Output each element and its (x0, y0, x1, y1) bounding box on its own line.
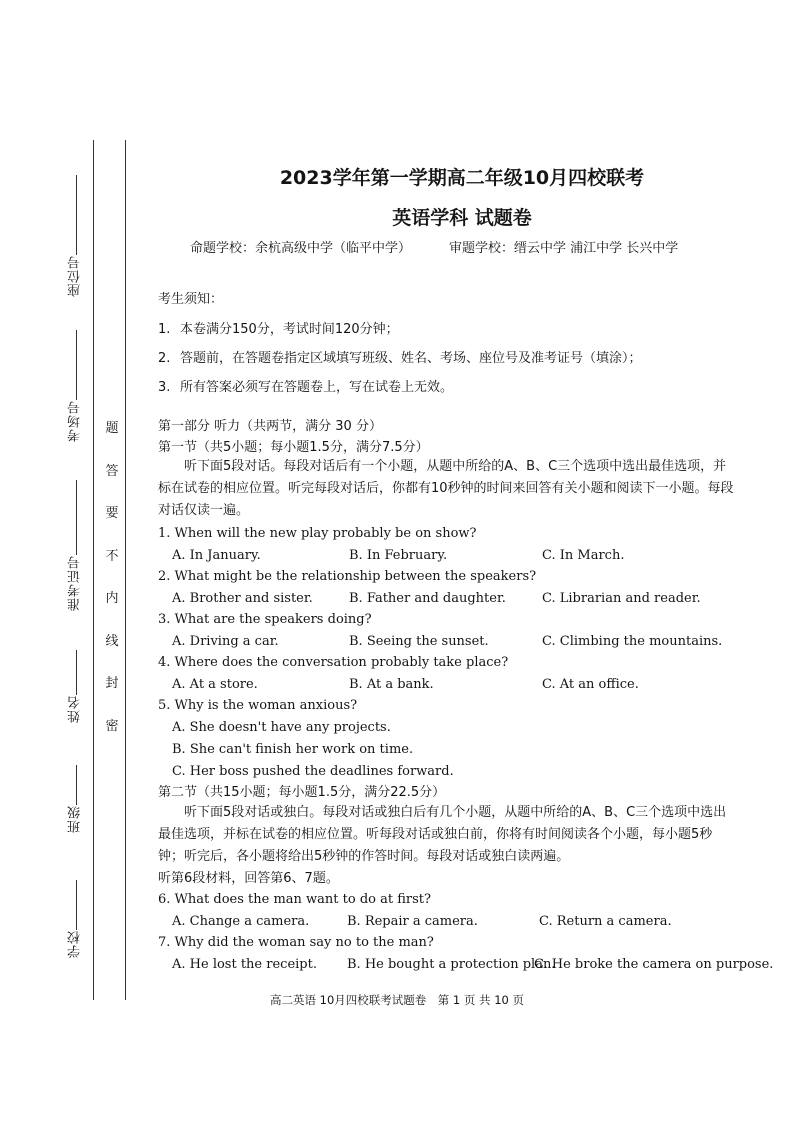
option-b: B. At a bank. (349, 677, 434, 692)
exam-room-field: 考场号 (66, 330, 86, 442)
option-c: C. Her boss pushed the deadlines forward. (172, 764, 454, 779)
exam-subtitle: 英语学科 试题卷 (392, 207, 532, 229)
section1-instructions: 听下面5段对话。每段对话后有一个小题，从题中所给的A、B、C三个选项中选出最佳选项，并标在试卷的相应位置。听完每段对话后，你都有10秒钟的时间来回答有关小题和阅读下一小题。每段对话仅读一遍。 (158, 459, 734, 518)
option-c: C. Librarian and reader. (542, 591, 701, 606)
option-b: B. He bought a protection plan. (347, 957, 556, 972)
section2-title: 第二节（共15小题；每小题1.5分，满分22.5分） (158, 785, 446, 800)
option-b: B. Father and daughter. (349, 591, 506, 606)
notice-title: 考生须知： (158, 292, 224, 307)
option-b: B. Seeing the sunset. (349, 634, 489, 649)
option-b: B. She can't finish her work on time. (172, 742, 414, 757)
question-5: 5. Why is the woman anxious? (158, 698, 358, 713)
notice-item: 2. 答题前，在答题卷指定区域填写班级、姓名、考场、座位号及准考证号（填涂）； (158, 351, 642, 366)
page-footer: 高二英语 10月四校联考试题卷 第 1 页 共 10 页 (269, 993, 524, 1007)
notice-item: 1. 本卷满分150分，考试时间120分钟； (158, 322, 399, 337)
option-a: A. Driving a car. (172, 634, 279, 649)
class-field: 班级 (66, 765, 86, 833)
seat-number-field: 座位号 (66, 175, 86, 297)
binding-line-inner (125, 140, 126, 1000)
notice-item: 3. 所有答案必须写在答题卷上，写在试卷上无效。 (158, 380, 454, 395)
section1-title: 第一节（共5小题；每小题1.5分，满分7.5分） (158, 440, 429, 455)
material-6-note: 听第6段材料，回答第6、7题。 (158, 871, 339, 886)
option-a: A. She doesn't have any projects. (172, 720, 391, 735)
option-c: C. At an office. (542, 677, 639, 692)
option-c: C. Climbing the mountains. (542, 634, 723, 649)
section2-instructions: 听下面5段对话或独白。每段对话或独白后有几个小题，从题中所给的A、B、C三个选项中选出最佳选项，并标在试卷的相应位置。听每段对话或独白前，你将有时间阅读各个小题，每小题5秒钟；听完后，各小题将给出5秒钟的作答时间。每段对话或独白读两遍。 (158, 805, 727, 864)
option-c: C. In March. (542, 548, 625, 563)
question-1: 1. When will the new play probably be on show? (158, 526, 477, 541)
option-a: A. He lost the receipt. (172, 957, 317, 972)
question-6: 6. What does the man want to do at first? (158, 892, 431, 907)
question-3: 3. What are the speakers doing? (158, 612, 372, 627)
question-4: 4. Where does the conversation probably take place? (158, 655, 509, 670)
question-2: 2. What might be the relationship between the speakers? (158, 569, 537, 584)
exam-title: 2023学年第一学期高二年级10月四校联考 (279, 167, 645, 189)
name-field: 姓名 (66, 650, 86, 723)
option-a: A. At a store. (172, 677, 258, 692)
option-c: C. Return a camera. (539, 914, 672, 929)
admission-number-field: 准考证号 (66, 480, 86, 611)
school-field: 学校 (66, 880, 86, 958)
option-a: A. Change a camera. (172, 914, 310, 929)
option-b: B. In February. (349, 548, 448, 563)
reviewer-schools: 审题学校：缙云中学 浦江中学 长兴中学 (449, 241, 679, 256)
school-info (190, 237, 678, 256)
option-a: A. Brother and sister. (172, 591, 313, 606)
binding-line-outer (93, 140, 94, 1000)
option-a: A. In January. (172, 548, 261, 563)
option-b: B. Repair a camera. (347, 914, 478, 929)
option-c: C. He broke the camera on purpose. (534, 957, 774, 972)
question-7: 7. Why did the woman say no to the man? (158, 935, 434, 950)
proposer-school: 命题学校：余杭高级中学（临平中学） (190, 241, 412, 256)
part1-title: 第一部分 听力（共两节，满分 30 分） (158, 419, 382, 434)
seal-line-notice: 题 答 要 不 内 线 封 密 (105, 421, 119, 734)
